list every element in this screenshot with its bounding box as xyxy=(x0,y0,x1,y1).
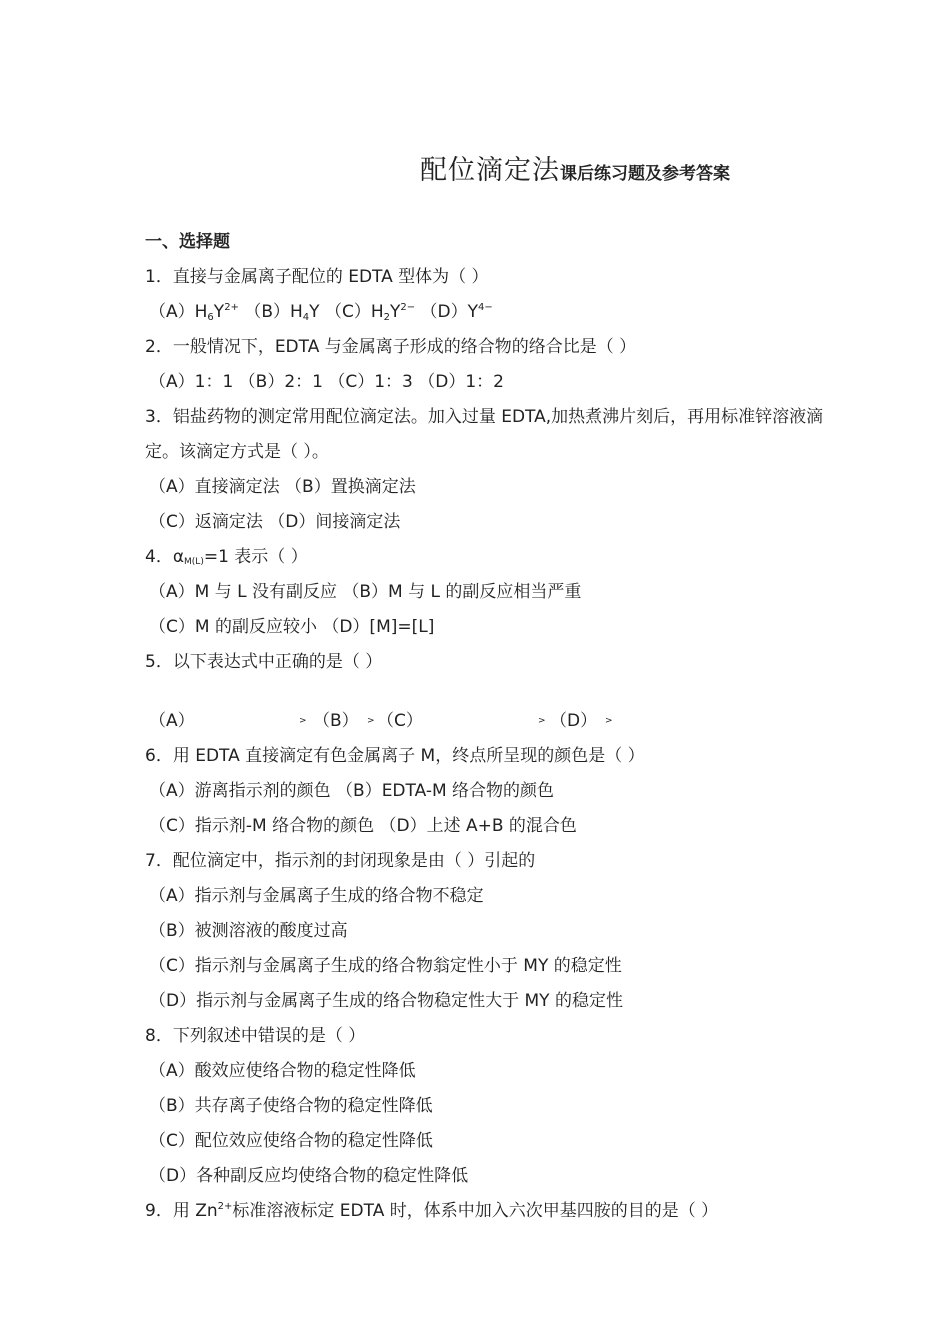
question-3-options-2: （C）返滴定法 （D）间接滴定法 xyxy=(149,512,401,532)
question-1-options: $(A)H_6Y^{2+}$ $(B)H_4Y$ $(C)H_2Y^{2-}$ $(D)Y^{4-}$ xyxy=(149,302,493,323)
question-1-stem: 1．直接与金属离子配位的 EDTA 型体为（ ） xyxy=(145,267,489,287)
option-a-label: （A） xyxy=(149,711,195,731)
question-6-stem: 6．用 EDTA 直接滴定有色金属离子 M，终点所呈现的颜色是（ ） xyxy=(145,746,645,766)
question-8-option-a: （A）酸效应使络合物的稳定性降低 xyxy=(149,1061,416,1081)
title-sub: 课后练习题及参考答案 xyxy=(560,164,730,184)
option-c-label: （C） xyxy=(377,711,423,731)
question-5-stem: 5．以下表达式中正确的是（ ） xyxy=(145,652,383,672)
question-4-options-1: （A）M 与 L 没有副反应 （B）M 与 L 的副反应相当严重 xyxy=(149,582,582,602)
formula-gap xyxy=(145,680,825,704)
option-d-mark: > xyxy=(605,716,613,726)
question-8-option-c: （C）配位效应使络合物的稳定性降低 xyxy=(149,1131,433,1151)
section-heading: 一、选择题 xyxy=(145,232,230,252)
option-a-mark: > xyxy=(299,716,307,726)
question-6-options-2: （C）指示剂-M 络合物的颜色 （D）上述 A+B 的混合色 xyxy=(149,816,577,836)
question-2-options: （A）1：1 （B）2：1 （C）1：3 （D）1：2 xyxy=(149,372,504,392)
question-2-stem: 2．一般情况下，EDTA 与金属离子形成的络合物的络合比是（ ） xyxy=(145,337,637,357)
question-7-option-b: （B）被测溶液的酸度过高 xyxy=(149,921,348,941)
question-7-stem: 7．配位滴定中，指示剂的封闭现象是由（ ）引起的 xyxy=(145,851,536,871)
question-7-option-c: （C）指示剂与金属离子生成的络合物翁定性小于 MY 的稳定性 xyxy=(149,956,622,976)
document-title xyxy=(420,148,730,187)
question-8-option-d: （D）各种副反应均使络合物的稳定性降低 xyxy=(149,1166,469,1186)
question-3-stem: 3．铝盐药物的测定常用配位滴定法。加入过量 EDTA,加热煮沸片刻后，再用标准锌溶液滴定。该滴定方式是（ ）。 xyxy=(145,407,824,462)
option-b-label: （B） xyxy=(313,711,359,731)
option-c-mark: > xyxy=(538,716,546,726)
question-7-option-d: （D）指示剂与金属离子生成的络合物稳定性大于 MY 的稳定性 xyxy=(149,991,623,1011)
question-list xyxy=(145,225,825,1229)
question-6-options-1: （A）游离指示剂的颜色 （B）EDTA-M 络合物的颜色 xyxy=(149,781,555,801)
title-main: 配位滴定法 xyxy=(420,155,560,186)
question-7-option-a: （A）指示剂与金属离子生成的络合物不稳定 xyxy=(149,886,484,906)
question-4-options-2: （C）M 的副反应较小 （D）[M]=[L] xyxy=(149,617,435,637)
question-8-option-b: （B）共存离子使络合物的稳定性降低 xyxy=(149,1096,433,1116)
question-3-options-1: （A）直接滴定法 （B）置换滴定法 xyxy=(149,477,416,497)
option-b-mark: > xyxy=(367,716,375,726)
question-8-stem: 8．下列叙述中错误的是（ ） xyxy=(145,1026,366,1046)
question-9-stem: 9．用 $Zn^{2+}$标准溶液标定 EDTA 时，体系中加入六次甲基四胺的目的是（ ） xyxy=(145,1201,719,1221)
question-5-options xyxy=(145,704,825,739)
option-d-label: （D） xyxy=(550,711,598,731)
question-4-stem: 4．αM(L)=1 表示（ ） xyxy=(145,547,308,567)
